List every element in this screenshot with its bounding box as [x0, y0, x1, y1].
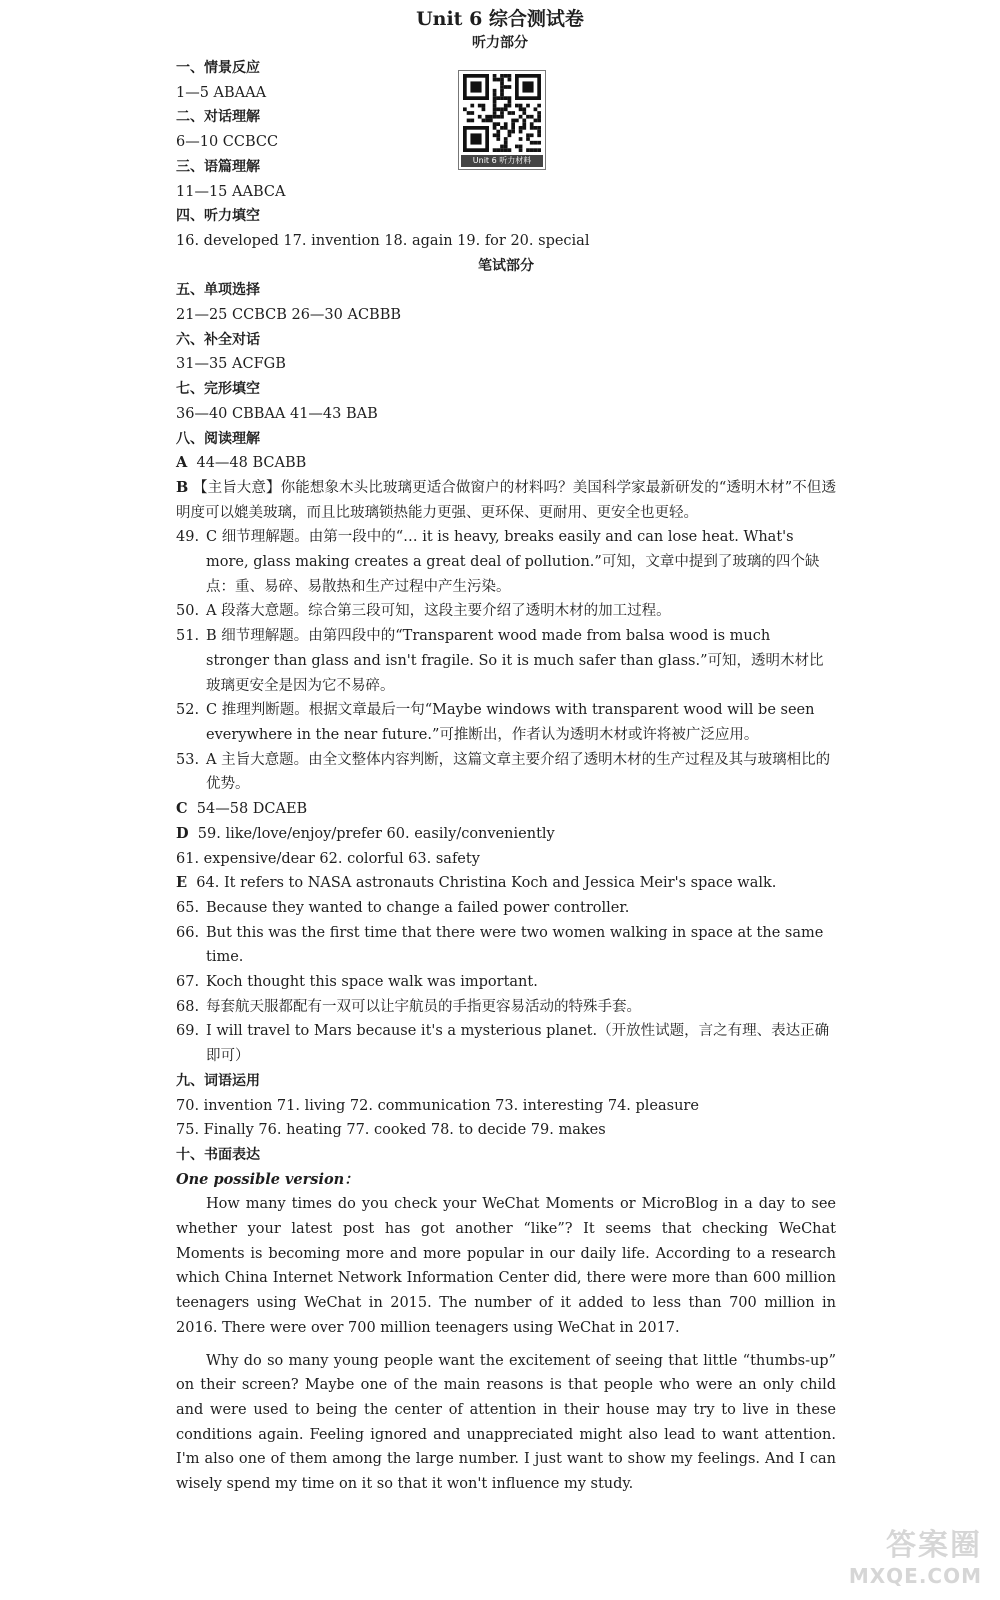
- answer-item: [176, 921, 836, 970]
- item-number: 53.: [176, 751, 200, 768]
- explanation-item: [176, 525, 836, 599]
- sample-paragraph-1: How many times do you check your WeChat Moments or MicroBlog in a day to see whether your latest post has got another “like”? It seems that checking WeChat Moments is becoming more and more popular in our daily life. According to a research which China Internet Network Information Center did, there were more than 600 million teenagers using WeChat in 2015. The number of it added to less than 700 million in 2016. There were over 700 million teenagers using WeChat in 2017.: [176, 1196, 836, 1336]
- item-text: 每套航天服都配有一双可以让宇航员的手指更容易活动的特殊手套。: [206, 998, 641, 1015]
- item-number: 68.: [176, 998, 200, 1015]
- answer-line: 16. developed 17. invention 18. again 19. for 20. special: [176, 232, 590, 249]
- answer-line: 6—10 CCBCC: [176, 134, 279, 151]
- summary-text: 【主旨大意】你能想象木头比玻璃更适合做窗户的材料吗？美国科学家最新研发的“透明木材”不但透明度可以媲美玻璃，而且比玻璃锁热能力更强、更环保、更耐用、更安全也更轻。: [176, 479, 836, 521]
- answer-item: [176, 896, 836, 921]
- page-title: Unit 6 综合测试卷: [416, 8, 584, 30]
- answer-text: 44—48 BCABB: [196, 455, 307, 472]
- reading-d-line-2: 61. expensive/dear 62. colorful 63. safety: [176, 850, 480, 867]
- section-heading: 八、阅读理解: [176, 430, 260, 447]
- item-text: C 细节理解题。由第一段中的“… it is heavy, breaks easily and can lose heat. What's more, glass making creates a great deal of pollution.”可知，文章中提到了玻璃的四个缺点：重、易碎、易散热和生产过程中产生污染。: [206, 529, 820, 595]
- watermark-text: 答案圈: [886, 1528, 982, 1563]
- part-label: C: [176, 800, 188, 818]
- reading-c-line: [176, 797, 836, 822]
- section-heading: 二、对话理解: [176, 109, 260, 126]
- qr-label: Unit 6 听力材料: [461, 155, 543, 167]
- item-number: 67.: [176, 974, 200, 991]
- section-heading: 四、听力填空: [176, 208, 260, 225]
- reading-d-line: [176, 822, 836, 847]
- answer-line: 1—5 ABAAA: [176, 84, 267, 101]
- part-label: D: [176, 824, 189, 842]
- section-heading: 六、补全对话: [176, 331, 260, 348]
- answer-body: [176, 56, 836, 1497]
- answer-line: 31—35 ACFGB: [176, 356, 286, 373]
- item-number: 69.: [176, 1023, 200, 1040]
- item-number: 66.: [176, 924, 200, 941]
- item-text: Koch thought this space walk was important.: [206, 974, 538, 991]
- answer-text: 64. It refers to NASA astronauts Christina Koch and Jessica Meir's space walk.: [196, 875, 777, 892]
- sample-label: One possible version：: [176, 1170, 359, 1188]
- answer-item: [176, 970, 836, 995]
- explanation-item: [176, 599, 836, 624]
- explanation-item: [176, 698, 836, 747]
- section-heading: 一、情景反应: [176, 60, 260, 76]
- part-label: E: [176, 874, 188, 892]
- section-heading: 九、词语运用: [176, 1072, 260, 1089]
- section-heading: 七、完形填空: [176, 381, 260, 398]
- section-heading: 十、书面表达: [176, 1146, 260, 1163]
- answer-line: 70. invention 71. living 72. communication 73. interesting 74. pleasure: [176, 1097, 699, 1114]
- item-text: A 段落大意题。综合第三段可知，这段主要介绍了透明木材的加工过程。: [206, 603, 671, 620]
- sample-paragraph-2: Why do so many young people want the excitement of seeing that little “thumbs-up” on their screen? Maybe one of the main reasons is that people who were an only child and were used to being the center of attention in their house may try to live in these conditions again. Feeling ignored and unappreciated might also lead to want attention. I'm also one of them among the large number. I just want to show my feelings. And I can wisely spend my time on it so that it won't influence my study.: [176, 1352, 836, 1493]
- item-number: 50.: [176, 603, 200, 620]
- answer-item: [176, 995, 836, 1020]
- written-section-heading: 笔试部分: [478, 257, 534, 274]
- answer-text: 59. like/love/enjoy/prefer 60. easily/conveniently: [197, 825, 555, 842]
- item-text: A 主旨大意题。由全文整体内容判断，这篇文章主要介绍了透明木材的生产过程及其与玻璃相比的优势。: [206, 751, 831, 793]
- explanation-item: [176, 624, 836, 698]
- item-text: C 推理判断题。根据文章最后一句“Maybe windows with transparent wood will be seen everywhere in the near future.”可推断出，作者认为透明木材或许将被广泛应用。: [206, 702, 815, 743]
- item-number: 52.: [176, 702, 200, 719]
- explanation-item: [176, 748, 836, 797]
- section-heading: 三、语篇理解: [176, 158, 260, 175]
- item-text: I will travel to Mars because it's a mysterious planet.（开放性试题，言之有理、表达正确即可）: [206, 1023, 830, 1065]
- item-text: B 细节理解题。由第四段中的“Transparent wood made from balsa wood is much stronger than glass and isn't fragile. So it is much safer than glass.”可知，透明木材比玻璃更安全是因为它不易碎。: [206, 628, 824, 694]
- item-text: Because they wanted to change a failed power controller.: [206, 899, 630, 916]
- answer-item: [176, 1019, 836, 1068]
- item-text: But this was the first time that there were two women walking in space at the same time.: [206, 924, 824, 966]
- answer-line: 36—40 CBBAA 41—43 BAB: [176, 405, 378, 422]
- item-number: 51.: [176, 628, 200, 645]
- reading-b-summary: [176, 476, 836, 525]
- answer-line: 75. Finally 76. heating 77. cooked 78. to decide 79. makes: [176, 1122, 606, 1139]
- watermark-logo: [812, 1520, 982, 1590]
- answer-text: 54—58 DCAEB: [196, 801, 308, 818]
- answer-line: 11—15 AABCA: [176, 183, 286, 200]
- reading-a-line: [176, 451, 836, 476]
- reading-e-line: [176, 871, 836, 896]
- item-number: 65.: [176, 899, 200, 916]
- part-label: A: [176, 454, 188, 472]
- item-number: 49.: [176, 529, 200, 546]
- answer-line: 21—25 CCBCB 26—30 ACBBB: [176, 307, 402, 324]
- part-label: B: [176, 478, 189, 496]
- watermark-url: MXQE.COM: [848, 1564, 982, 1588]
- listening-section-heading: 听力部分: [472, 35, 528, 51]
- section-heading: 五、单项选择: [176, 282, 260, 299]
